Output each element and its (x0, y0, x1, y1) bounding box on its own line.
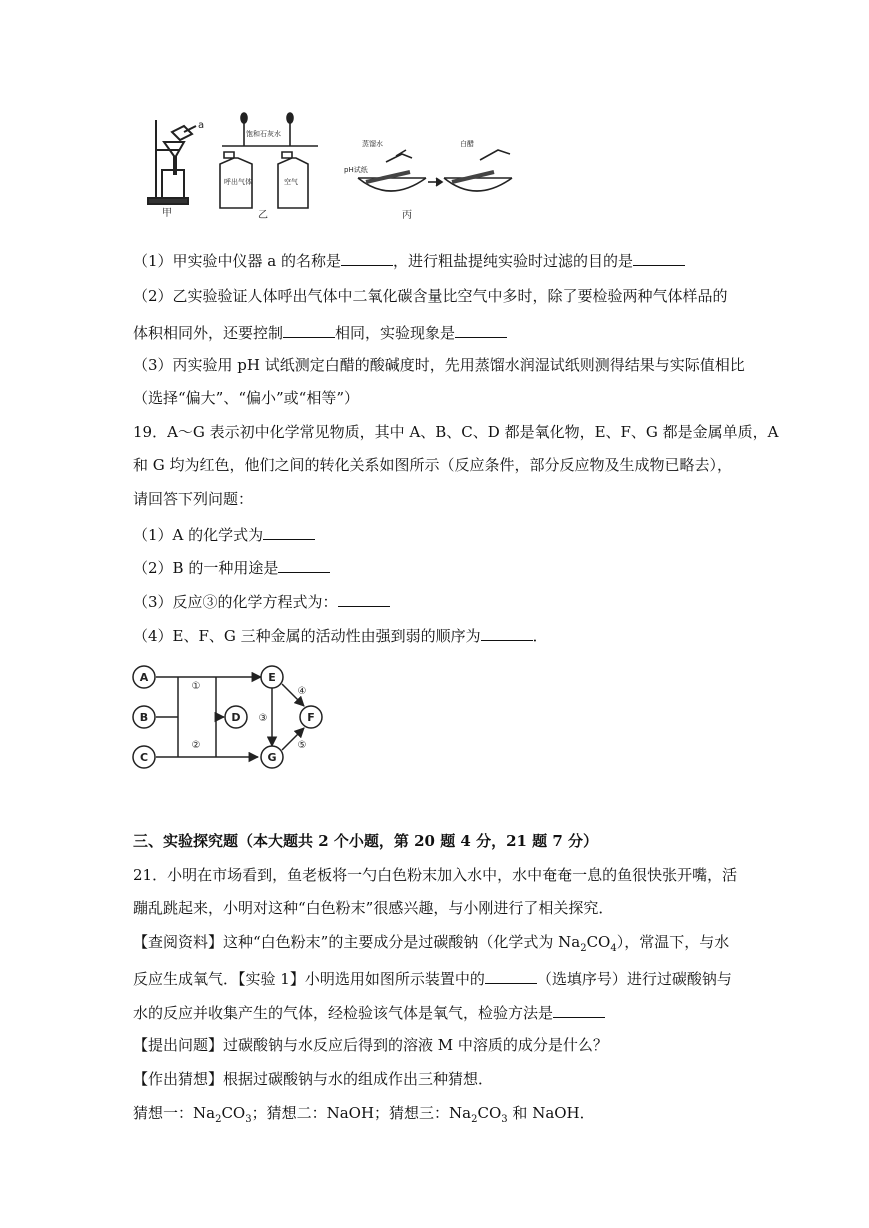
q18-part2-line1: （2）乙实验验证人体呼出气体中二氧化碳含量比空气中多时，除了要检验两种气体样品的 (133, 287, 728, 305)
yi-left-bottle-label: 呼出气体 (224, 178, 252, 186)
q19-intro-line2: 和 G 均为红色，他们之间的转化关系如图所示（反应条件，部分反应物及生成物已略去）， (133, 456, 733, 474)
label-bing: 丙 (402, 210, 412, 221)
q21-line1: 21．小明在市场看到，鱼老板将一勺白色粉末加入水中，水中奄奄一息的鱼很快张开嘴，活 (133, 866, 738, 884)
answer-blank[interactable] (283, 321, 335, 338)
node-g: G (267, 751, 277, 764)
reaction-2-label: ② (191, 740, 201, 751)
reaction-3-label: ③ (258, 713, 268, 724)
bing-vinegar-label: 白醋 (460, 140, 474, 148)
q21-line6: 【提出问题】过碳酸钠与水反应后得到的溶液 M 中溶质的成分是什么？ (133, 1036, 608, 1054)
answer-blank[interactable] (455, 321, 507, 338)
answer-blank[interactable] (633, 249, 685, 266)
q21-line2: 蹦乱跳起来，小明对这种“白色粉末”很感兴趣，与小刚进行了相关探究． (133, 899, 614, 917)
apparatus-figure (140, 112, 540, 222)
apparatus-jia (148, 120, 196, 204)
label-yi: 乙 (258, 210, 268, 221)
q19-part3: （3）反应③的化学方程式为： (133, 590, 390, 612)
q19-part1: （1）A 的化学式为 (133, 523, 315, 545)
label-jia: 甲 (162, 208, 172, 219)
yi-right-bottle-label: 空气 (284, 178, 298, 186)
q21-line5: 水的反应并收集产生的气体，经检验该气体是氧气，检验方法是 (133, 1001, 605, 1023)
apparatus-bing (358, 150, 512, 191)
label-a: a (198, 120, 205, 131)
q18-part3-line1: （3）丙实验用 pH 试纸测定白醋的酸碱度时，先用蒸馏水润湿试纸则测得结果与实际值相比 (133, 356, 745, 374)
q19-intro-line1: 19．A～G 表示初中化学常见物质，其中 A、B、C、D 都是氧化物，E、F、G 都是金属单质，A (133, 423, 779, 441)
node-e: E (268, 671, 276, 684)
bing-ph-label: pH试纸 (344, 166, 368, 174)
q21-line3: 【查阅资料】这种“白色粉末”的主要成分是过碳酸钠（化学式为 $Na_2CO_4$），常温下，与水 (133, 933, 730, 954)
answer-blank[interactable] (485, 967, 537, 984)
q21-line4: 反应生成氧气．【实验 1】小明选用如图所示装置中的 （选填序号）进行过碳酸钠与 (133, 967, 732, 989)
node-b: B (139, 711, 149, 724)
q21-line8: 猜想一：$Na_2CO_3$；猜想二：NaOH；猜想三：$Na_2CO_3$ 和 NaOH． (133, 1104, 595, 1125)
answer-blank[interactable] (278, 556, 330, 573)
q18-part1: （1）甲实验中仪器 a 的名称是 ，进行粗盐提纯实验时过滤的目的是 (133, 249, 685, 271)
reaction-4-label: ④ (297, 686, 307, 697)
yi-dropper-label: 饱和石灰水 (246, 130, 281, 138)
bing-water-label: 蒸馏水 (362, 140, 383, 148)
node-f: F (307, 711, 315, 724)
answer-blank[interactable] (263, 523, 315, 540)
q19-part2: （2）B 的一种用途是 (133, 556, 330, 578)
answer-blank[interactable] (338, 590, 390, 607)
q18-part2-line2: 体积相同外，还要控制 相同，实验现象是 (133, 321, 507, 343)
node-c: C (139, 751, 149, 764)
answer-blank[interactable] (553, 1001, 605, 1018)
q21-line7: 【作出猜想】根据过碳酸钠与水的组成作出三种猜想． (133, 1070, 494, 1088)
q18-part3-line2: （选择“偏大”、“偏小”或“相等”） (133, 389, 360, 407)
answer-blank[interactable] (481, 624, 533, 641)
reaction-1-label: ① (191, 681, 201, 692)
apparatus-yi (220, 113, 318, 208)
node-d: D (231, 711, 241, 724)
q19-intro-line3: 请回答下列问题： (133, 490, 254, 508)
node-a: A (139, 671, 149, 684)
answer-blank[interactable] (341, 249, 393, 266)
reaction-diagram (126, 662, 336, 782)
section-heading: 三、实验探究题（本大题共 2 个小题，第 20 题 4 分，21 题 7 分） (133, 832, 599, 850)
q19-part4: （4）E、F、G 三种金属的活动性由强到弱的顺序为 ． (133, 624, 548, 646)
reaction-5-label: ⑤ (297, 740, 307, 751)
